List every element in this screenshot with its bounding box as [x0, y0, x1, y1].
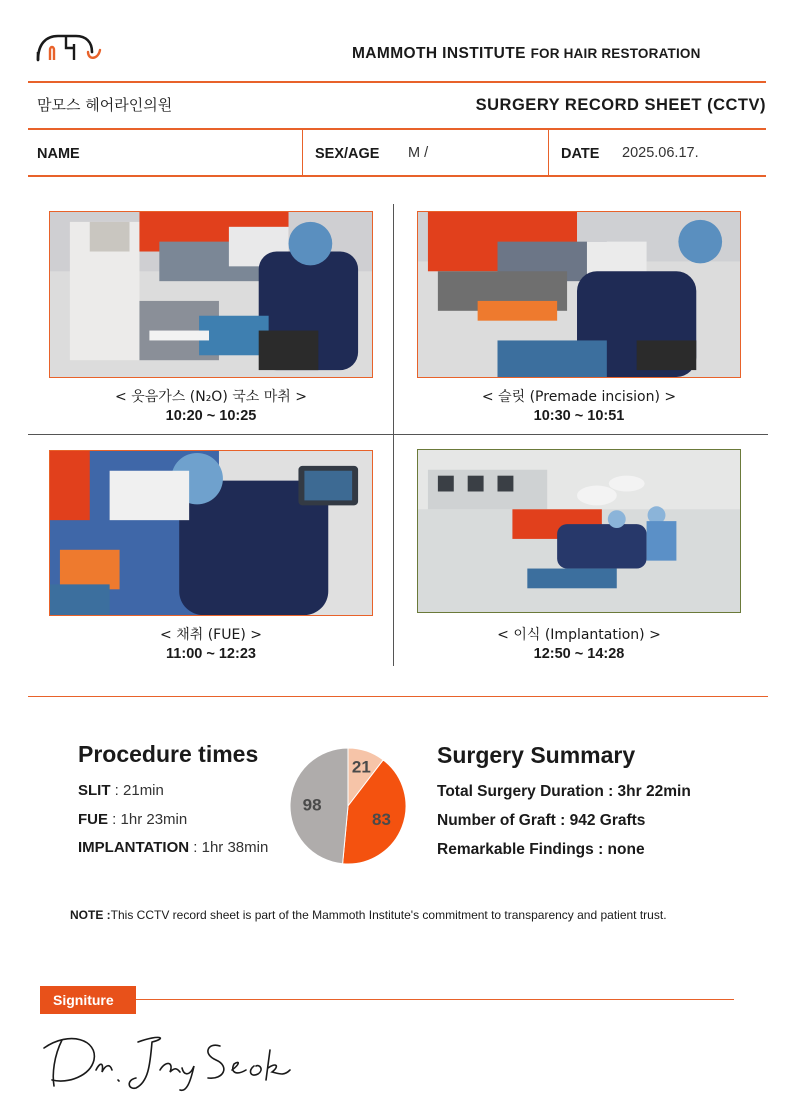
cctv-photo-implantation: [417, 449, 741, 613]
info-divider: [548, 128, 549, 176]
sex-age-label: SEX/AGE: [315, 146, 380, 162]
summary-graft-count: Number of Graft : 942 Grafts: [437, 812, 646, 829]
photo-caption-title: < 채취 (FUE) >: [160, 627, 262, 643]
summary-total-duration: Total Surgery Duration : 3hr 22min: [437, 783, 691, 800]
date-value: 2025.06.17.: [622, 145, 699, 161]
procedure-row-slit: SLIT : 21min: [78, 782, 164, 799]
sex-age-value: M /: [408, 145, 429, 161]
procedure-times-title: Procedure times: [78, 741, 259, 767]
cctv-photo-slit: [417, 211, 741, 378]
note-label: NOTE :: [70, 908, 111, 922]
photo-caption-title: < 웃음가스 (N₂O) 국소 마취 >: [115, 389, 307, 405]
section-divider: [28, 696, 768, 697]
info-divider-bottom: [28, 175, 766, 177]
photo-caption: [399, 626, 759, 664]
info-divider: [302, 128, 303, 176]
photo-caption-time: 12:50 ~ 14:28: [533, 646, 625, 662]
name-label: NAME: [37, 146, 80, 162]
note: [70, 908, 667, 922]
mammoth-logo: [36, 30, 108, 64]
procedure-row-implantation: IMPLANTATION : 1hr 38min: [78, 839, 269, 856]
pie-data-label: 83: [372, 810, 391, 830]
signature-tag: Signiture: [40, 986, 136, 1014]
photo-caption: [31, 388, 391, 426]
cctv-photo-anesthesia: [49, 211, 373, 378]
header-divider: [28, 81, 766, 83]
note-text: This CCTV record sheet is part of the Mammoth Institute's commitment to transparency and patient trust.: [110, 908, 667, 922]
photo-caption-time: 10:20 ~ 10:25: [165, 408, 257, 424]
surgery-summary-title: Surgery Summary: [437, 742, 636, 768]
photo-caption-time: 11:00 ~ 12:23: [166, 646, 256, 662]
summary-findings: Remarkable Findings : none: [437, 841, 645, 858]
signature-line: [136, 999, 734, 1000]
pie-data-label: 98: [302, 795, 322, 815]
photo-caption-title: < 슬릿 (Premade incision) >: [481, 389, 677, 405]
clinic-name: 맘모스 헤어라인의원: [37, 96, 173, 114]
photo-grid-divider: [28, 434, 768, 435]
photo-grid-divider: [393, 204, 394, 666]
photo-caption: [31, 626, 391, 664]
photo-caption-title: < 이식 (Implantation) >: [497, 627, 661, 643]
procedure-pie-chart: [288, 747, 408, 865]
title-divider: [28, 128, 766, 130]
photo-caption-time: 10:30 ~ 10:51: [533, 408, 625, 424]
handwritten-signature: [40, 1026, 300, 1092]
sheet-title: SURGERY RECORD SHEET (CCTV): [475, 96, 766, 114]
brand-name: MAMMOTH INSTITUTE FOR HAIR RESTORATION: [352, 45, 701, 62]
procedure-row-fue: FUE : 1hr 23min: [78, 811, 188, 828]
date-label: DATE: [561, 146, 600, 162]
cctv-photo-fue: [49, 450, 373, 616]
photo-caption: [399, 388, 759, 426]
pie-data-label: 21: [351, 757, 371, 777]
